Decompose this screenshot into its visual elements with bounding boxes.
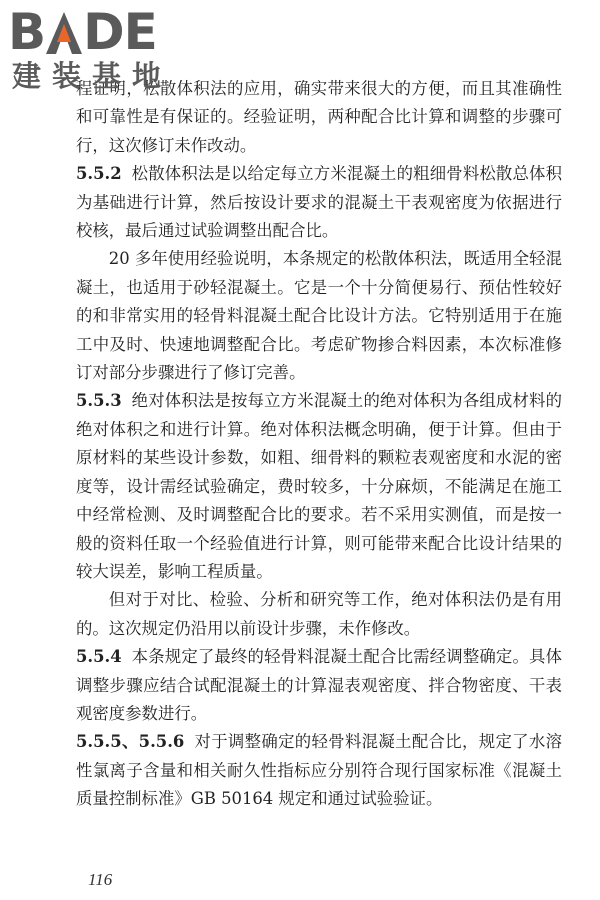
page-number: 116 xyxy=(88,870,113,889)
paragraph-experience xyxy=(76,245,562,387)
logo-subtitle: 建装基地 xyxy=(12,59,173,93)
paragraph-text: 程证明，松散体积法的应用，确实带来很大的方便，而且其准确性和可靠性是有保证的。经验证明，两种配合比计算和调整的步骤可行，这次修订未作改动。 xyxy=(76,79,562,155)
paragraph-text: 松散体积法是以给定每立方米混凝土的粗细骨料松散总体积为基础进行计算，然后按设计要求的混凝土干表观密度为依据进行校核，最后通过试验调整出配合比。 xyxy=(76,164,562,241)
clause-number: 5.5.4 xyxy=(76,647,122,667)
clause-5-5-5-5-5-6 xyxy=(76,728,562,813)
clause-5-5-3 xyxy=(76,387,562,586)
clause-number: 5.5.5、5.5.6 xyxy=(76,732,185,752)
logo-wordmark: B DE xyxy=(8,3,157,61)
document-body xyxy=(76,75,562,814)
paragraph-text: 20 多年使用经验说明，本条规定的松散体积法，既适用全轻混凝土，也适用于砂轻混凝土。它是一个十分简便易行、预估性较好的和非常实用的轻骨料混凝土配合比设计方法。它特别适用于在施工中及时、快速地调整配合比。考虑矿物掺合料因素，本次标准修订对部分步骤进行了修订完善。 xyxy=(76,249,562,383)
paragraph-text: 但对于对比、检验、分析和研究等工作，绝对体积法仍是有用的。这次规定仍沿用以前设计步骤，未作修改。 xyxy=(76,590,562,638)
paragraph-text: 本条规定了最终的轻骨料混凝土配合比需经调整确定。具体调整步骤应结合试配混凝土的计算湿表观密度、拌合物密度、干表观密度参数进行。 xyxy=(76,647,562,723)
paragraph-absolute-volume-use xyxy=(76,586,562,643)
paragraph-text: 对于调整确定的轻骨料混凝土配合比，规定了水溶性氯离子含量和相关耐久性指标应分别符合现行国家标准《混凝土质量控制标准》GB 50164 规定和通过试验验证。 xyxy=(76,732,562,809)
bade-logo xyxy=(8,3,173,93)
clause-number: 5.5.2 xyxy=(76,164,122,184)
logo-a-triangle-icon xyxy=(45,6,83,58)
clause-number: 5.5.3 xyxy=(76,391,122,411)
clause-5-5-4 xyxy=(76,643,562,728)
clause-5-5-2 xyxy=(76,160,562,245)
paragraph-text: 绝对体积法是按每立方米混凝土的绝对体积为各组成材料的绝对体积之和进行计算。绝对体积法概念明确，便于计算。但由于原材料的某些设计参数，如粗、细骨料的颗粒表观密度和水泥的密度等，设计需经试验确定，费时较多，十分麻烦，不能满足在施工中经常检测、及时调整配合比的要求。若不采用实测值，而是按一般的资料任取一个经验值进行计算，则可能带来配合比设计结果的较大误差，影响工程质量。 xyxy=(76,391,562,581)
